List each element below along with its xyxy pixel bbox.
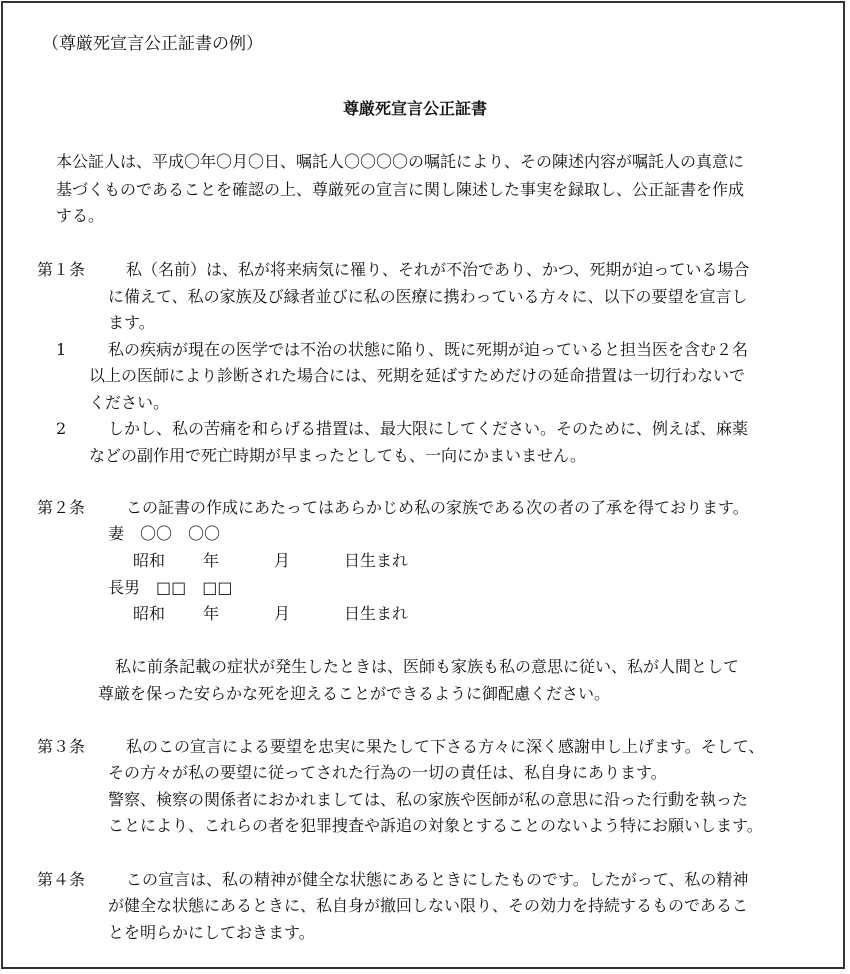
article-4-label: 第４条 <box>37 870 86 889</box>
article-1-line: に備えて、私の家族及び縁者並びに私の医療に携わっている方々に、以下の要望を宣言し <box>108 287 748 306</box>
wife-name: 妻 〇〇 〇〇 <box>108 524 221 543</box>
article-1-item-2-line: などの副作用で死亡時期が早まったとしても、一向にかまいません。 <box>89 446 586 465</box>
son-name: 長男 □□ □□ <box>108 578 233 597</box>
article-1-item-1-line: 以上の医師により診断された場合には、死期を延ばすためだけの延命措置は一切行わないで <box>89 366 746 385</box>
son-birth-month: 月 <box>274 604 291 623</box>
article-1-item-1-line: 私の疾病が現在の医学では不治の状態に陥り、既に死期が迫っていると担当医を含む２名 <box>108 340 749 359</box>
article-1-item-2-line: しかし、私の苦痛を和らげる措置は、最大限にしてください。そのために、例えば、麻薬 <box>108 419 749 438</box>
article-1-item-2-number: 2 <box>56 419 67 438</box>
son-birth-year: 年 <box>203 604 220 623</box>
article-2-label: 第２条 <box>37 498 86 517</box>
article-3-label: 第３条 <box>37 737 86 756</box>
article-1-label: 第１条 <box>37 260 86 279</box>
wife-birth-era: 昭和 <box>133 551 166 570</box>
article-3-line: その方々が私の要望に従ってされた行為の一切の責任は、私自身にあります。 <box>108 763 667 782</box>
article-1-item-1-number: 1 <box>56 340 67 359</box>
intro-line: 本公証人は、平成〇年〇月〇日、嘱託人〇〇〇〇の嘱託により、その陳述内容が嘱託人の真意に <box>56 152 745 171</box>
article-1-item-1-line: ください。 <box>89 393 170 412</box>
article-3-line: 警察、検察の関係者におかれましては、私の家族や医師が私の意思に沿った行動を執った <box>108 790 749 809</box>
document-caption: （尊厳死宣言公正証書の例） <box>42 34 263 54</box>
article-2-line: この証書の作成にあたってはあらかじめ私の家族である次の者の了承を得ております。 <box>126 498 749 517</box>
article-1-line: 私（名前）は、私が将来病気に罹り、それが不治であり、かつ、死期が迫っている場合 <box>126 260 750 279</box>
article-3-line: ことにより、これらの者を犯罪捜査や訴追の対象とすることのないよう特にお願いします。 <box>108 816 763 835</box>
document-title: 尊厳死宣言公正証書 <box>343 99 488 118</box>
wife-birth-day: 日生まれ <box>344 551 409 570</box>
intro-line: する。 <box>56 206 105 225</box>
article-4-line: が健全な状態にあるときに、私自身が撤回しない限り、その効力を持続するものであるこ <box>108 896 749 915</box>
wife-birth-year: 年 <box>203 551 220 570</box>
son-birth-day: 日生まれ <box>344 604 409 623</box>
article-4-line: この宣言は、私の精神が健全な状態にあるときにしたものです。したがって、私の精神 <box>126 870 749 889</box>
intro-line: 基づくものであることを確認の上、尊厳死の宣言に関し陳述した事実を録取し、公正証書を作成 <box>56 180 745 199</box>
article-3-line: 私のこの宣言による要望を忠実に果たして下さる方々に深く感謝申し上げます。そして、 <box>126 737 765 756</box>
article-4-line: とを明らかにしておきます。 <box>108 923 315 942</box>
article-2-paragraph-line: 私に前条記載の症状が発生したときは、医師も家族も私の意思に従い、私が人間として <box>115 657 740 676</box>
wife-birth-month: 月 <box>274 551 291 570</box>
son-birth-era: 昭和 <box>133 604 166 623</box>
article-2-paragraph-line: 尊厳を保った安らかな死を迎えることができるように御配慮ください。 <box>98 684 611 703</box>
article-1-line: ます。 <box>108 313 155 332</box>
